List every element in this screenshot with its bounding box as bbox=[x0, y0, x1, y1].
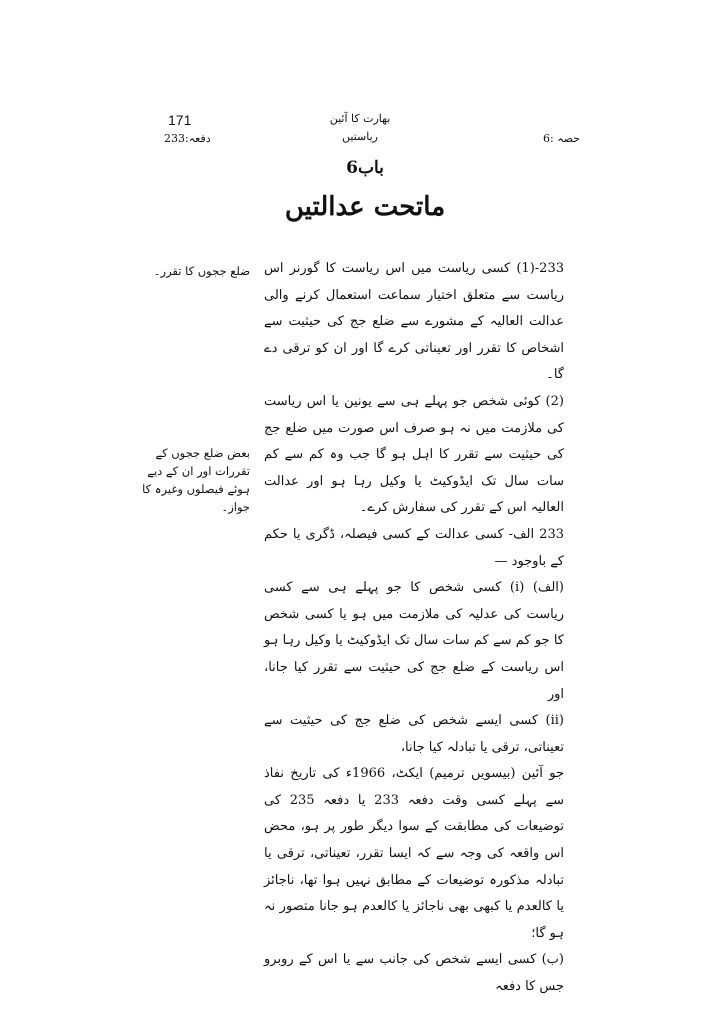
part-reference: حصہ :6 bbox=[543, 132, 580, 145]
margin-note-validation: بعض ضلع ججوں کے تقررات اور ان کے دیے ہوئے فیصلوں وغیرہ کا جواز۔ bbox=[142, 446, 250, 514]
paragraph: (الف) (i) کسی شخص کا جو پہلے ہی سے کسی ریاست کی عدلیہ کی ملازمت میں ہو یا کسی شخص کا جو کم سے کم سات سال تک ایڈوکیٹ یا وکیل رہا ہو اس ریاست کے ضلع جج کی حیثیت سے تقرر کیا جانا، اور bbox=[264, 580, 564, 702]
paragraph: 233 الف- کسی عدالت کے کسی فیصلہ، ڈگری یا حکم کے باوجود — bbox=[264, 526, 564, 569]
section-reference: دفعہ:233 bbox=[164, 132, 211, 145]
paragraph: جو آئین (بیسویں ترمیم) ایکٹ، 1966ء کی تاریخ نفاذ سے پہلے کسی وقت دفعہ 233 یا دفعہ 235 کی توضیعات کی مطابقت کے سوا دیگر طور پر ہو، محض اس واقعہ کی وجہ سے کہ ایسا تقرر، تعیناتی، ترقی یا تبادلہ مذکورہ توضیعات کے مطابق نہیں ہوا تھا، ناجائز یا کالعدم یا کبھی بھی ناجائز یا کالعدم ہو جانا متصور نہ ہو گا؛ bbox=[264, 766, 564, 941]
part-title: باب6 bbox=[346, 158, 384, 178]
paragraph: 233-(1) کسی ریاست میں اس ریاست کا گورنر اس ریاست سے متعلق اختیار سماعت استعمال کرنے والی عدالت العالیہ کے مشورے سے ضلع جج کی حیثیت سے اشخاص کا تقرر اور تعیناتی کرے گا اور ان کو ترقی دے گا۔ bbox=[264, 261, 564, 383]
book-title: بھارت کا آئین bbox=[329, 112, 391, 125]
paragraph: (ii) کسی ایسے شخص کی ضلع جج کی حیثیت سے تعیناتی، ترقی یا تبادلہ کیا جانا، bbox=[264, 713, 564, 755]
book-subtitle: ریاستیں bbox=[342, 130, 378, 143]
body-text bbox=[264, 256, 564, 1001]
paragraph: (ب) کسی ایسے شخص کی جانب سے یا اس کے روبرو جس کا دفعہ bbox=[264, 952, 564, 995]
chapter-title: ماتحت عدالتیں bbox=[284, 192, 446, 222]
paragraph: (2) کوئی شخص جو پہلے ہی سے یونین یا اس ریاست کی ملازمت میں نہ ہو صرف اس صورت میں ضلع جج کی حیثیت سے تقرر کا اہل ہو گا جب وہ کم سے کم سات سال تک ایڈوکیٹ یا وکیل رہا ہو اور عدالت العالیہ اس کے تقرر کی سفارش کرے۔ bbox=[264, 393, 564, 516]
page-number: 171 bbox=[168, 112, 192, 128]
margin-note-district-judges: ضلع ججوں کا تقرر۔ bbox=[153, 264, 250, 278]
